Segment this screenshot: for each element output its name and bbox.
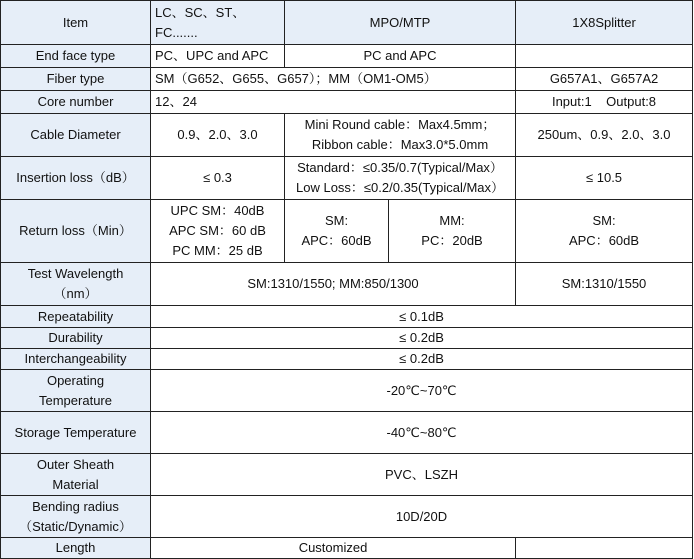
value-repeatability: ≤ 0.1dB: [151, 306, 693, 328]
row-bending-radius: [1, 496, 693, 538]
value-cable-diameter-lc: 0.9、2.0、3.0: [151, 114, 285, 157]
row-end-face: [1, 45, 693, 68]
value-cable-diameter-splitter: 250um、0.9、2.0、3.0: [516, 114, 693, 157]
operating-temp-line-1: Operating: [46, 372, 105, 388]
label-outer-sheath: [1, 454, 151, 496]
header-lc-line-1: LC、SC、ST、: [155, 4, 246, 20]
row-fiber-type: [1, 68, 693, 91]
row-storage-temp: [1, 412, 693, 454]
value-outer-sheath: PVC、LSZH: [151, 454, 693, 496]
return-mpo-mm-value: PC：20dB: [421, 233, 483, 248]
outer-sheath-line-2: Material: [52, 476, 99, 492]
value-return-loss-mpo-sm: [285, 200, 389, 263]
value-return-loss-splitter: [516, 200, 693, 263]
row-cable-diameter: [1, 114, 693, 157]
header-splitter: 1X8Splitter: [516, 1, 693, 45]
bending-radius-line-2: （Static/Dynamic）: [19, 518, 132, 534]
row-return-loss: [1, 200, 693, 263]
row-outer-sheath: [1, 454, 693, 496]
header-row: [1, 1, 693, 45]
return-apc-sm: APC SM：60 dB: [169, 223, 266, 238]
row-repeatability: [1, 306, 693, 328]
label-interchangeability: Interchangeability: [1, 349, 151, 370]
return-mpo-mm-label: MM:: [439, 213, 465, 228]
label-storage-temp: Storage Temperature: [1, 412, 151, 454]
value-fiber-type-splitter: G657A1、G657A2: [516, 68, 693, 91]
label-bending-radius: [1, 496, 151, 538]
outer-sheath-line-1: Outer Sheath: [36, 456, 115, 472]
value-return-loss-lc: [151, 200, 285, 263]
label-repeatability: Repeatability: [1, 306, 151, 328]
label-insertion-loss: Insertion loss（dB）: [1, 157, 151, 200]
insertion-standard: Standard：≤0.35/0.7(Typical/Max）: [297, 160, 503, 175]
row-durability: [1, 328, 693, 349]
header-item: Item: [1, 1, 151, 45]
label-durability: Durability: [1, 328, 151, 349]
return-splitter-label: SM:: [592, 213, 616, 228]
value-test-wavelength-splitter: SM:1310/1550: [516, 263, 693, 306]
row-insertion-loss: [1, 157, 693, 200]
return-splitter-value: APC：60dB: [568, 233, 640, 248]
value-storage-temp: -40℃~80℃: [151, 412, 693, 454]
header-lc-line-2: FC.......: [155, 24, 198, 40]
value-core-number-splitter: Input:1 Output:8: [516, 91, 693, 114]
value-bending-radius: 10D/20D: [151, 496, 693, 538]
row-core-number: [1, 91, 693, 114]
value-durability: ≤ 0.2dB: [151, 328, 693, 349]
return-upc-sm: UPC SM：40dB: [170, 203, 265, 218]
value-core-number: 12、24: [151, 91, 516, 114]
return-mpo-sm-label: SM:: [324, 213, 349, 228]
value-test-wavelength: SM:1310/1550; MM:850/1300: [151, 263, 516, 306]
cable-ribbon: Ribbon cable：Max3.0*5.0mm: [311, 137, 489, 152]
value-length-splitter: [516, 538, 693, 559]
value-end-face-lc: PC、UPC and APC: [151, 45, 285, 68]
insertion-low-loss: Low Loss：≤0.2/0.35(Typical/Max）: [296, 180, 505, 195]
label-cable-diameter: Cable Diameter: [1, 114, 151, 157]
label-fiber-type: Fiber type: [1, 68, 151, 91]
row-interchangeability: [1, 349, 693, 370]
value-cable-diameter-mpo: [285, 114, 516, 157]
label-operating-temp: [1, 370, 151, 412]
row-operating-temp: [1, 370, 693, 412]
test-wavelength-line-2: （nm）: [53, 286, 98, 301]
label-test-wavelength: [1, 263, 151, 306]
value-end-face-splitter: [516, 45, 693, 68]
header-lc-connectors: [151, 1, 285, 45]
row-test-wavelength: [1, 263, 693, 306]
label-return-loss: Return loss（Min）: [1, 200, 151, 263]
label-length: Length: [1, 538, 151, 559]
value-insertion-loss-lc: ≤ 0.3: [151, 157, 285, 200]
header-mpo: MPO/MTP: [285, 1, 516, 45]
bending-radius-line-1: Bending radius: [32, 498, 119, 514]
cable-mini-round: Mini Round cable：Max4.5mm；: [304, 117, 496, 132]
value-insertion-loss-mpo: [285, 157, 516, 200]
value-interchangeability: ≤ 0.2dB: [151, 349, 693, 370]
test-wavelength-line-1: Test Wavelength: [27, 266, 124, 281]
row-length: [1, 538, 693, 559]
value-return-loss-mpo-mm: [389, 200, 516, 263]
value-insertion-loss-splitter: ≤ 10.5: [516, 157, 693, 200]
value-length: Customized: [151, 538, 516, 559]
operating-temp-line-2: Temperature: [39, 392, 112, 408]
label-core-number: Core number: [1, 91, 151, 114]
label-end-face: End face type: [1, 45, 151, 68]
return-mpo-sm-value: APC：60dB: [301, 233, 372, 248]
value-fiber-type: SM（G652、G655、G657）；MM（OM1-OM5）: [151, 68, 516, 91]
return-pc-mm: PC MM：25 dB: [172, 243, 263, 258]
value-end-face-mpo: PC and APC: [285, 45, 516, 68]
value-operating-temp: -20℃~70℃: [151, 370, 693, 412]
